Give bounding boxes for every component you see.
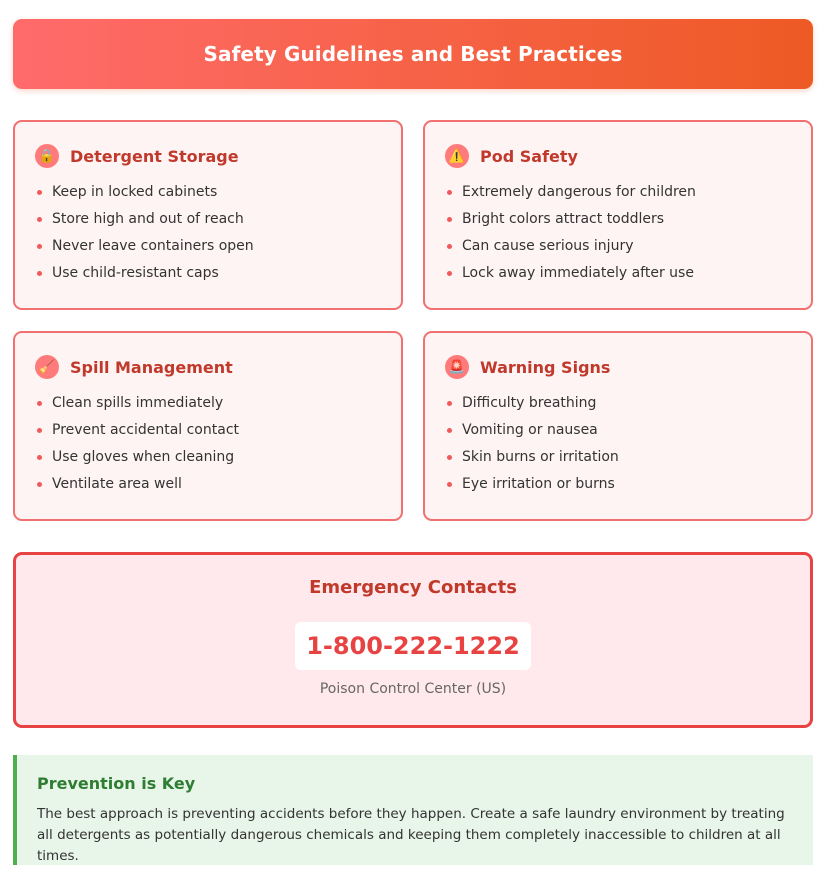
emergency-contacts-panel [13,552,813,728]
list-item: Bright colors attract toddlers [445,206,791,233]
list-item: Keep in locked cabinets [35,179,381,206]
card-title: Warning Signs [480,357,611,377]
card-header [445,353,791,381]
card-header [35,353,381,381]
card-list [35,179,381,287]
list-item: Never leave containers open [35,233,381,260]
card-detergent-storage [13,120,403,310]
card-header [445,142,791,170]
broom-icon: 🧹 [35,355,59,379]
list-item: Vomiting or nausea [445,417,791,444]
emergency-subtitle: Poison Control Center (US) [319,681,507,697]
emergency-phone-number[interactable]: 1-800-222-1222 [295,622,531,670]
card-list [35,390,381,498]
siren-icon: 🚨 [445,355,469,379]
list-item: Prevent accidental contact [35,417,381,444]
guideline-cards [13,120,813,521]
header-banner [13,19,813,89]
card-title: Pod Safety [480,146,578,166]
card-header [35,142,381,170]
prevention-callout [13,755,813,865]
prevention-title: Prevention is Key [37,774,196,793]
list-item: Ventilate area well [35,471,381,498]
list-item: Use child-resistant caps [35,260,381,287]
list-item: Can cause serious injury [445,233,791,260]
lock-icon: 🔒 [35,144,59,168]
list-item: Use gloves when cleaning [35,444,381,471]
card-list [445,390,791,498]
list-item: Extremely dangerous for children [445,179,791,206]
list-item: Eye irritation or burns [445,471,791,498]
page-title: Safety Guidelines and Best Practices [203,42,623,66]
emergency-title: Emergency Contacts [309,577,517,598]
list-item: Skin burns or irritation [445,444,791,471]
list-item: Difficulty breathing [445,390,791,417]
list-item: Lock away immediately after use [445,260,791,287]
card-warning-signs [423,331,813,521]
list-item: Store high and out of reach [35,206,381,233]
card-list [445,179,791,287]
card-title: Detergent Storage [70,146,239,166]
list-item: Clean spills immediately [35,390,381,417]
card-pod-safety [423,120,813,310]
card-spill-management [13,331,403,521]
card-title: Spill Management [70,357,233,377]
warning-icon: ⚠️ [445,144,469,168]
prevention-text: The best approach is preventing accidents before they happen. Create a safe laundry environment by treating all detergents as potentially dangerous chemicals and keeping them completely inaccessible to children at all times. [37,806,785,864]
